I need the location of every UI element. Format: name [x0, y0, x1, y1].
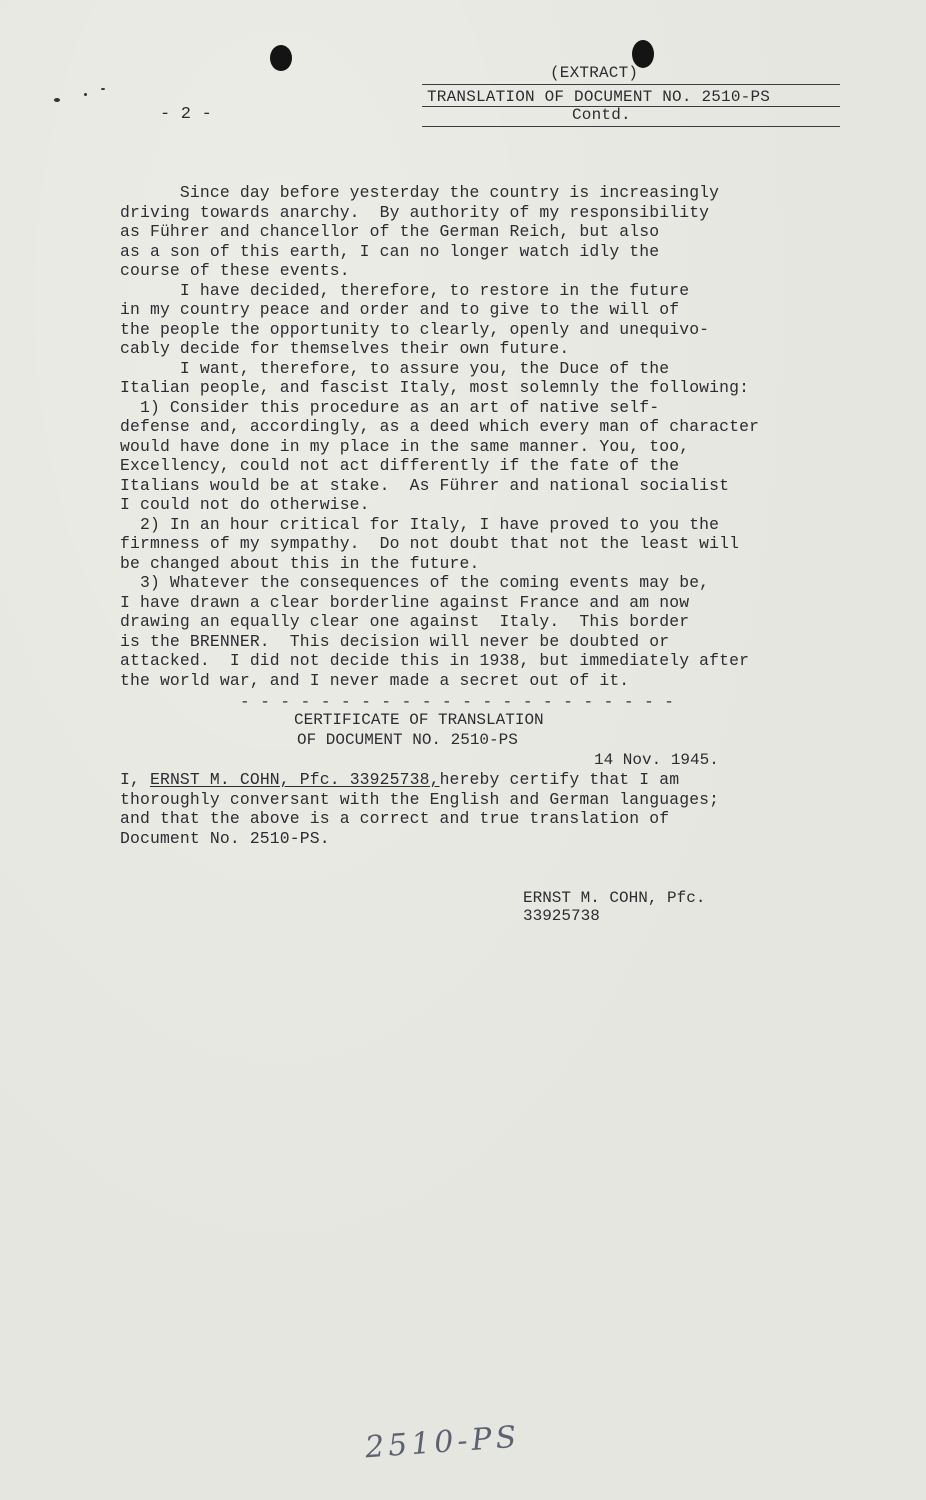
translator-name-underlined: ERNST M. COHN, Pfc. 33925738, — [149, 770, 440, 789]
certificate-line — [120, 770, 719, 790]
ink-speck — [84, 93, 87, 96]
body-line: in my country peace and order and to give to the will of — [120, 300, 680, 319]
signature-number: 33925738 — [523, 907, 600, 925]
body-line: defense and, accordingly, as a deed which every man of character — [120, 417, 760, 436]
body-line: 3) Whatever the consequences of the coming events may be, — [120, 573, 710, 592]
certificate-body — [120, 770, 719, 848]
body-line: 2) In an hour critical for Italy, I have proved to you the — [120, 514, 720, 534]
body-line: the people the opportunity to clearly, openly and unequivo- — [120, 319, 710, 339]
body-line: driving towards anarchy. By authority of my responsibility — [120, 202, 710, 222]
ink-speck — [54, 98, 60, 102]
body-line: I have decided, therefore, to restore in the future — [120, 280, 690, 300]
page-number: - 2 - — [160, 105, 213, 124]
body-line: Since day before yesterday the country is increasingly — [120, 183, 720, 202]
document-title: TRANSLATION OF DOCUMENT NO. 2510-PS — [427, 88, 771, 106]
body-line: attacked. I did not decide this in 1938, but immediately after — [120, 651, 750, 670]
body-line: Excellency, could not act differently if the fate of the — [120, 456, 680, 475]
body-line: be changed about this in the future. — [120, 553, 480, 573]
section-separator: - - - - - - - - - - - - - - - - - - - - - - — [240, 693, 675, 711]
certificate-date: 14 Nov. 1945. — [594, 751, 719, 769]
certificate-line: and that the above is a correct and true translation of — [120, 809, 670, 828]
certificate-title: CERTIFICATE OF TRANSLATION — [294, 711, 544, 729]
body-line: course of these events. — [120, 261, 350, 280]
header-rule-bottom — [422, 126, 840, 127]
body-line: would have done in my place in the same manner. You, too, — [120, 436, 690, 456]
certificate-line: thoroughly conversant with the English and German languages; — [120, 789, 720, 809]
body-line: drawing an equally clear one against Italy. This border — [120, 612, 690, 631]
certificate-intro: I, — [120, 770, 150, 789]
body-line: I could not do otherwise. — [120, 495, 370, 514]
ink-speck — [101, 88, 105, 90]
body-line: the world war, and I never made a secret out of it. — [120, 670, 630, 690]
certificate-line-rest: hereby certify that I am — [439, 770, 680, 789]
extract-label: (EXTRACT) — [550, 64, 639, 82]
body-line: Italians would be at stake. As Führer and national socialist — [120, 475, 730, 495]
body-line: 1) Consider this procedure as an art of native self- — [120, 397, 660, 417]
body-line: as a son of this earth, I can no longer watch idly the — [120, 241, 660, 261]
handwritten-document-number: 2510-PS — [363, 1419, 522, 1466]
body-line: I have drawn a clear borderline against France and am now — [120, 592, 690, 612]
header-rule-middle — [422, 106, 840, 107]
certificate-subtitle: OF DOCUMENT NO. 2510-PS — [297, 731, 518, 749]
continued-label: Contd. — [572, 106, 631, 124]
header-rule-top — [422, 84, 840, 85]
punch-hole-left — [270, 45, 292, 71]
body-line: is the BRENNER. This decision will never be doubted or — [120, 631, 670, 651]
body-line: as Führer and chancellor of the German Reich, but also — [120, 222, 660, 241]
body-line: Italian people, and fascist Italy, most solemnly the following: — [120, 378, 750, 397]
body-line: cably decide for themselves their own future. — [120, 339, 570, 358]
translation-body — [120, 183, 759, 690]
signature-name: ERNST M. COHN, Pfc. — [523, 889, 706, 907]
body-line: I want, therefore, to assure you, the Duce of the — [120, 358, 670, 378]
body-line: firmness of my sympathy. Do not doubt that not the least will — [120, 534, 740, 553]
certificate-line: Document No. 2510-PS. — [120, 828, 330, 848]
